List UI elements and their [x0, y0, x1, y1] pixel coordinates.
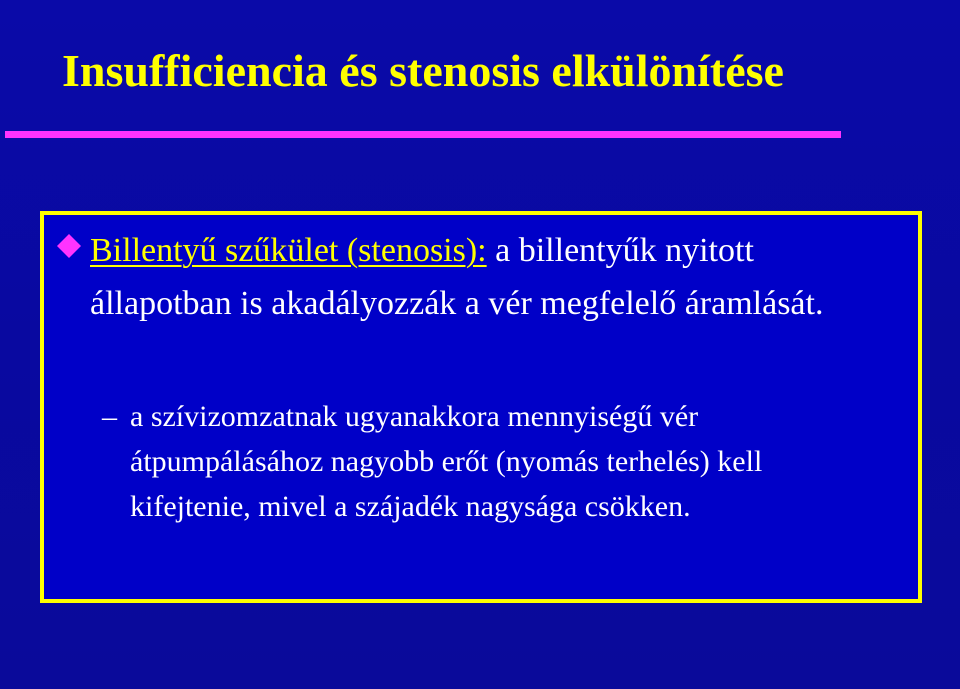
main-point-keyword: Billentyű szűkület (stenosis):: [90, 232, 487, 269]
title-underline-rule: [5, 131, 841, 138]
main-point: [90, 224, 890, 330]
sub-point-text: a szívizomzatnak ugyanakkora mennyiségű vér átpumpálásához nagyobb erőt (nyomás terhelés) kell kifejtenie, mivel a szájadék nagysága csökken.: [130, 400, 763, 523]
diamond-bullet-icon: [56, 233, 82, 259]
sub-point-dash: –: [102, 400, 117, 433]
main-point-text: a billentyűk nyitott állapotban is akadályozzák a vér megfelelő áramlását.: [90, 232, 824, 322]
slide-title: Insufficiencia és stenosis elkülönítése: [62, 45, 784, 96]
